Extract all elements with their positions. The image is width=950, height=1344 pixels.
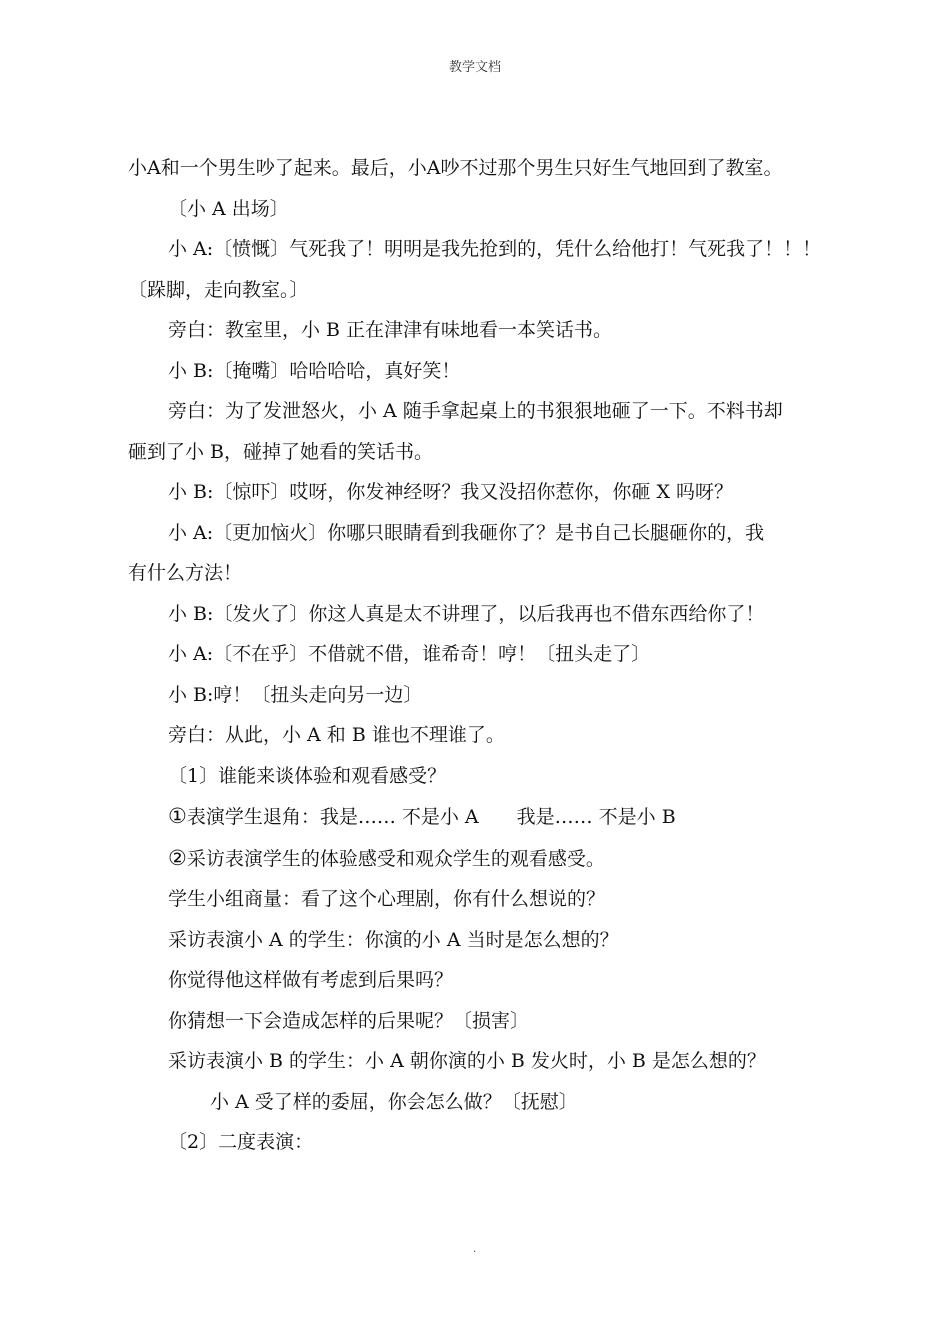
document-body [128,148,828,1163]
dialogue-line: 小 A:〔不在乎〕不借就不借，谁希奇！哼！〔扭头走了〕 [168,643,651,665]
dialogue-line: 小 A:〔更加恼火〕你哪只眼睛看到我砸你了？是书自己长腿砸你的，我 [168,521,765,544]
narration-line: 旁白：教室里，小 B 正在津津有味地看一本笑话书。 [168,319,613,341]
list-item-2-text: 采访表演学生的体验感受和观众学生的观看感受。 [186,847,605,870]
footer-mark: . [473,1244,477,1255]
dialogue-line-continued: 〔跺脚，走向教室。〕 [128,278,309,301]
page-header: 教学文档 [448,60,501,75]
dialogue-line: 小 B:〔惊吓〕哎呀，你发神经呀？我又没招你惹你，你砸 X 吗呀？ [168,481,734,503]
narration-line: 旁白：为了发泄怒火，小 A 随手拿起桌上的书狠狠地砸了一下。不料书却 [168,400,783,422]
list-item-1-text-b: 我是…… 不是小 B [516,806,676,828]
section-heading-1: 〔1〕谁能来谈体验和观看感受？ [168,764,447,787]
narration-line-continued: 砸到了小 B，碰掉了她看的笑话书。 [128,440,434,463]
paragraph-line: 采访表演小 B 的学生：小 A 朝你演的小 B 发火时，小 B 是怎么想的？ [168,1050,766,1072]
dialogue-line-continued: 有什么方法！ [128,562,243,584]
stage-direction: 〔小 A 出场〕 [168,197,289,220]
paragraph-line: 学生小组商量：看了这个心理剧，你有什么想说的？ [168,888,606,910]
narration-line: 旁白：从此，小 A 和 B 谁也不理谁了。 [168,724,505,746]
circled-number-2: ② [168,845,187,870]
dialogue-line: 小 B:〔发火了〕你这人真是太不讲理了，以后我再也不借东西给你了！ [168,602,765,625]
dialogue-line: 小 A:〔愤慨〕气死我了！明明是我先抢到的，凭什么给他打！气死我了！！！ [168,238,822,260]
section-heading-2: 〔2〕二度表演： [168,1131,314,1153]
dialogue-line: 小 B:哼！〔扭头走向另一边〕 [168,683,423,706]
dialogue-line: 小 B:〔掩嘴〕哈哈哈哈，真好笑！ [168,359,461,382]
list-item-1 [128,796,828,838]
paragraph-line: 小A和一个男生吵了起来。最后，小A吵不过那个男生只好生气地回到了教室。 [128,157,783,179]
circled-number-1: ① [168,804,187,828]
paragraph-line: 你猜想一下会造成怎样的后果呢？〔损害〕 [168,1009,530,1032]
paragraph-line: 采访表演小 A 的学生：你演的小 A 当时是怎么想的？ [168,928,619,951]
paragraph-line: 你觉得他这样做有考虑到后果吗？ [168,969,454,991]
list-item-2 [128,838,828,880]
list-item-1-text-a: 表演学生退角：我是…… 不是小 A [186,806,479,828]
paragraph-line: 小 A 受了样的委屈，你会怎么做？〔抚慰〕 [210,1090,578,1113]
